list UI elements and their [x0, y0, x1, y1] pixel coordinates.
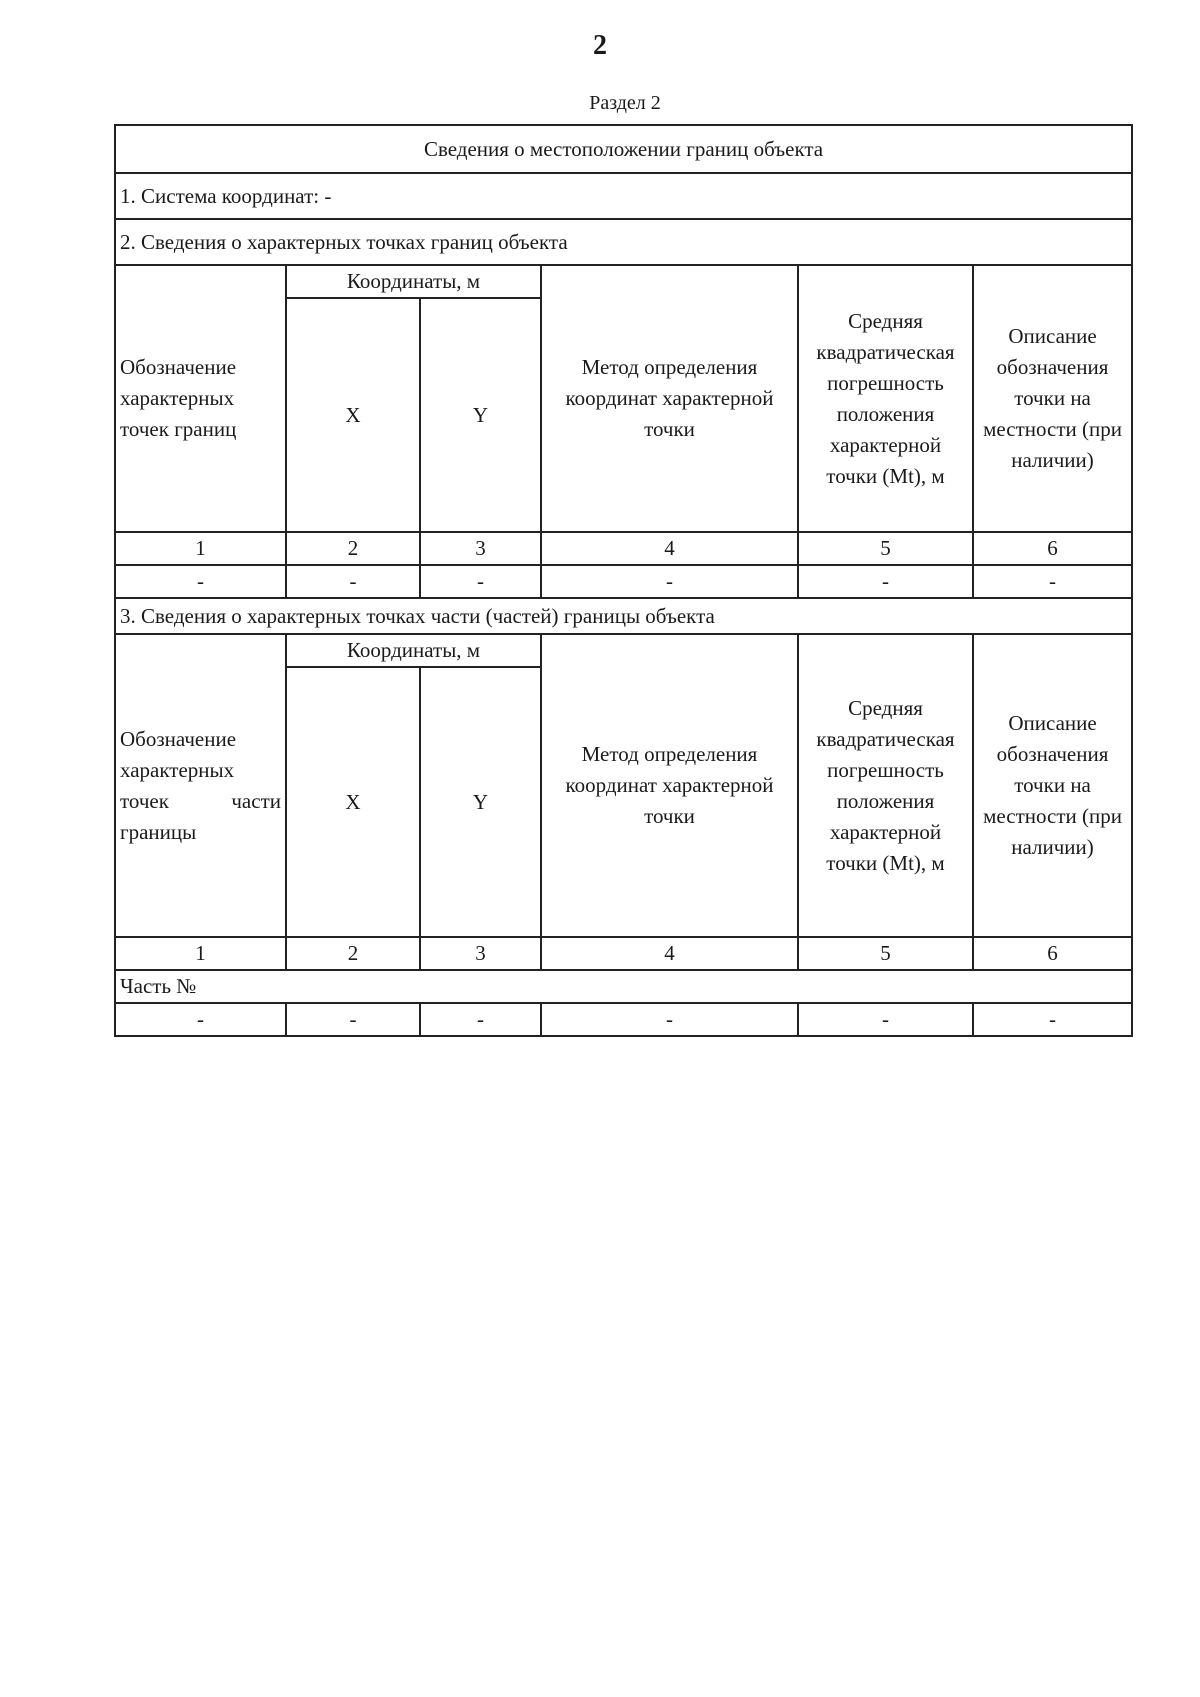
block2-col-designation: Обозначение характерных точек границ: [115, 265, 286, 532]
block3-part-label: Часть №: [115, 970, 1132, 1003]
block3-cell-2: -: [286, 1003, 420, 1036]
block3-num-2: 2: [286, 937, 420, 970]
block3-num-5: 5: [798, 937, 973, 970]
block2-col-x: X: [286, 298, 420, 532]
block3-col1-line1: Обозначение: [120, 726, 237, 751]
block2-cell-4: -: [541, 565, 798, 598]
block3-col1-line2: характерных: [120, 757, 235, 782]
coordinate-system-row: 1. Система координат: -: [115, 173, 1132, 219]
block2-cell-3: -: [420, 565, 541, 598]
block2-heading: 2. Сведения о характерных точках границ объекта: [115, 219, 1132, 265]
block2-num-6: 6: [973, 532, 1132, 565]
block3-cell-1: -: [115, 1003, 286, 1036]
block3-num-3: 3: [420, 937, 541, 970]
block3-col-y: Y: [420, 667, 541, 937]
block3-col-method: Метод определения координат характерной точки: [541, 634, 798, 937]
block3-heading: 3. Сведения о характерных точках части (частей) границы объекта: [115, 598, 1132, 634]
block3-col-x: X: [286, 667, 420, 937]
block3-col-designation: [115, 634, 286, 937]
block2-num-1: 1: [115, 532, 286, 565]
block3-cell-3: -: [420, 1003, 541, 1036]
block2-num-5: 5: [798, 532, 973, 565]
block3-col1-line3: [120, 786, 281, 817]
section-title: Раздел 2: [589, 92, 661, 114]
block3-cell-5: -: [798, 1003, 973, 1036]
block3-num-4: 4: [541, 937, 798, 970]
block2-num-2: 2: [286, 532, 420, 565]
block3-cell-4: -: [541, 1003, 798, 1036]
boundary-table: [114, 124, 1133, 1037]
block2-col-method: Метод определения координат характерной точки: [541, 265, 798, 532]
block3-col1-line4: границы: [120, 819, 197, 844]
block3-col1-word-tochek: точек: [120, 788, 169, 813]
block2-num-3: 3: [420, 532, 541, 565]
block2-col-y: Y: [420, 298, 541, 532]
block3-num-1: 1: [115, 937, 286, 970]
block3-col1-word-chasti: части: [231, 788, 281, 813]
block3-col-error: Средняя квадратическая погрешность положения характерной точки (Mt), м: [798, 634, 973, 937]
block2-col-description: Описание обозначения точки на местности (при наличии): [973, 265, 1132, 532]
block3-cell-6: -: [973, 1003, 1132, 1036]
table-row: [115, 565, 1132, 598]
block3-coords-group: Координаты, м: [286, 634, 541, 667]
block2-coords-group: Координаты, м: [286, 265, 541, 298]
block2-cell-6: -: [973, 565, 1132, 598]
block3-col-description: Описание обозначения точки на местности (при наличии): [973, 634, 1132, 937]
block2-cell-1: -: [115, 565, 286, 598]
block3-num-6: 6: [973, 937, 1132, 970]
block2-num-4: 4: [541, 532, 798, 565]
block2-cell-5: -: [798, 565, 973, 598]
table-title: Сведения о местоположении границ объекта: [115, 125, 1132, 173]
table-row: [115, 1003, 1132, 1036]
block2-col-error: Средняя квадратическая погрешность положения характерной точки (Mt), м: [798, 265, 973, 532]
page-number: 2: [593, 30, 607, 61]
block2-cell-2: -: [286, 565, 420, 598]
